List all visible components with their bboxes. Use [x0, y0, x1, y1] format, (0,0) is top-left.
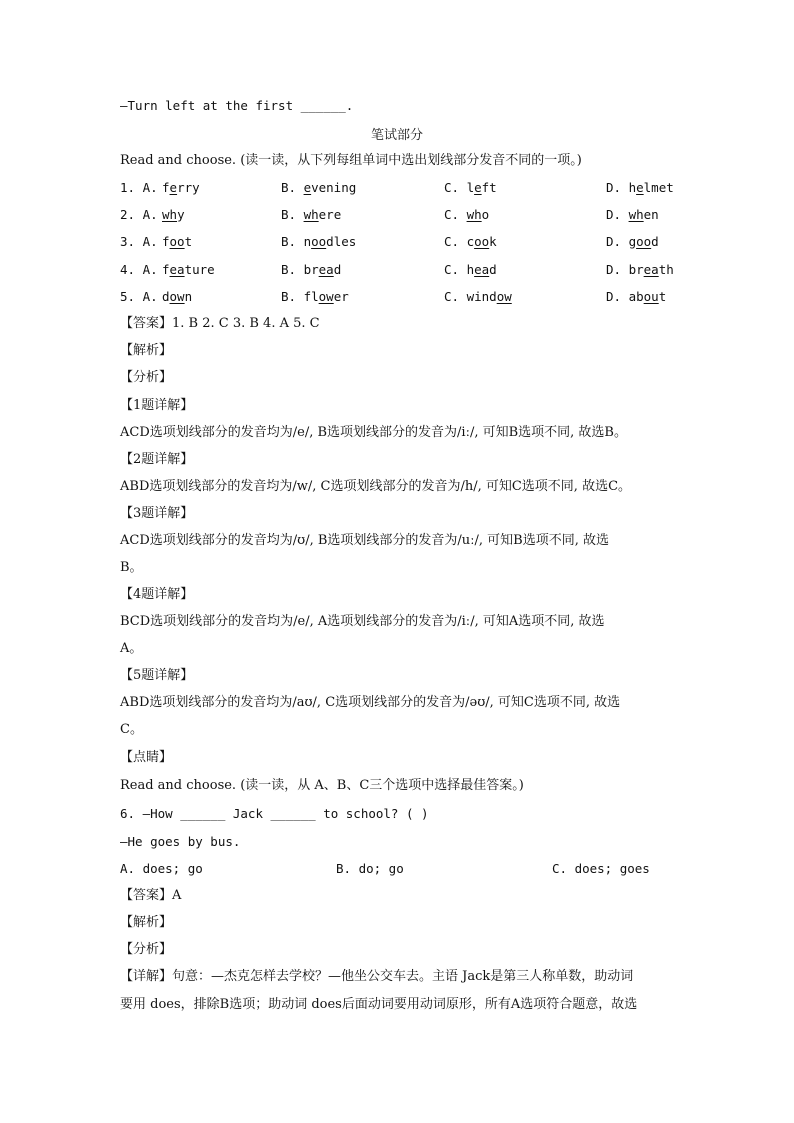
- analysis6-label: 【解析】: [120, 915, 173, 930]
- section2-instruction: Read and choose. (读一读，从 A、B、C三个选项中选择最佳答案。): [120, 778, 524, 793]
- detail-4-text: BCD选项划线部分的发音均为/e/, A选项划线部分的发音为/iː/, 可知A选项不同, 故选: [120, 614, 605, 629]
- question-number: 4. A.: [120, 262, 158, 277]
- option-word: down: [162, 289, 193, 304]
- option-word: C. left: [444, 180, 497, 195]
- option-word: C. who: [444, 207, 490, 222]
- detail-2-title: 【2题详解】: [120, 452, 194, 467]
- detail-3-text-cont: B。: [120, 560, 143, 575]
- section1-instruction: Read and choose. (读一读，从下列每组单词中选出划线部分发音不同的一项。): [120, 153, 582, 168]
- detail6-line2: 要用 does，排除B选项；助动词 does后面动词要用动词原形，所有A选项符合题意，故选: [120, 997, 638, 1012]
- question-number: 2. A.: [120, 207, 158, 222]
- detail6-line1: 【详解】句意：—杰克怎样去学校？—他坐公交车去。主语 Jack是第三人称单数，助动词: [120, 969, 634, 984]
- detail-5-text: ABD选项划线部分的发音均为/aʊ/, C选项划线部分的发音为/əʊ/, 可知C选项不同, 故选: [120, 695, 621, 710]
- detail-5-title: 【5题详解】: [120, 668, 194, 683]
- underlined-part: ea: [474, 262, 490, 277]
- fenxi6-label: 【分析】: [120, 942, 173, 957]
- underlined-part: ea: [643, 262, 659, 277]
- option-word: ferry: [162, 180, 200, 195]
- detail-5-text-cont: C。: [120, 722, 143, 737]
- detail-1-text: ACD选项划线部分的发音均为/e/, B选项划线部分的发音为/iː/, 可知B选项不同, 故选B。: [120, 425, 627, 440]
- question-number: 1. A.: [120, 180, 158, 195]
- detail-4-title: 【4题详解】: [120, 587, 194, 602]
- question-number: 3. A.: [120, 234, 158, 249]
- q6-option-a: A. does; go: [120, 861, 203, 876]
- option-word: B. evening: [281, 180, 357, 195]
- option-word: feature: [162, 262, 215, 277]
- option-word: D. helmet: [606, 180, 674, 195]
- option-word: C. window: [444, 289, 512, 304]
- option-word: B. bread: [281, 262, 342, 277]
- underlined-part: wh: [162, 207, 178, 222]
- underlined-part: wh: [303, 207, 319, 222]
- option-word: C. cook: [444, 234, 497, 249]
- option-word: B. flower: [281, 289, 349, 304]
- q6-option-c: C. does; goes: [552, 861, 650, 876]
- underlined-part: e: [303, 180, 312, 195]
- question-6-reply: —He goes by bus.: [120, 834, 241, 849]
- underlined-part: e: [169, 180, 178, 195]
- option-word: D. about: [606, 289, 667, 304]
- option-word: D. good: [606, 234, 659, 249]
- underlined-part: ea: [169, 262, 185, 277]
- answer-line: 【答案】1. B 2. C 3. B 4. A 5. C: [120, 316, 320, 331]
- underlined-part: ow: [318, 289, 334, 304]
- detail-1-title: 【1题详解】: [120, 398, 194, 413]
- answer6-line: 【答案】A: [120, 888, 182, 903]
- underlined-part: ou: [643, 289, 659, 304]
- underlined-part: oo: [311, 234, 327, 249]
- option-word: foot: [162, 234, 193, 249]
- underlined-part: wh: [628, 207, 644, 222]
- underlined-part: e: [474, 180, 482, 195]
- underlined-part: oo: [474, 234, 490, 249]
- underlined-part: ow: [169, 289, 185, 304]
- dianjing-label: 【点睛】: [120, 750, 173, 765]
- detail-3-title: 【3题详解】: [120, 506, 194, 521]
- fenxi-label: 【分析】: [120, 370, 173, 385]
- option-word: B. noodles: [281, 234, 357, 249]
- question-number: 5. A.: [120, 289, 158, 304]
- underlined-part: oo: [636, 234, 652, 249]
- option-word: D. breath: [606, 262, 674, 277]
- detail-3-text: ACD选项划线部分的发音均为/ʊ/, B选项划线部分的发音为/uː/, 可知B选项不同, 故选: [120, 533, 609, 548]
- analysis-label: 【解析】: [120, 343, 173, 358]
- section-title: 笔试部分: [370, 128, 423, 143]
- detail-4-text-cont: A。: [120, 641, 143, 656]
- underlined-part: ow: [496, 289, 512, 304]
- underlined-part: wh: [466, 207, 482, 222]
- underlined-part: ea: [318, 262, 334, 277]
- q6-option-b: B. do; go: [336, 861, 404, 876]
- top-line: —Turn left at the first ______.: [120, 98, 354, 113]
- option-word: B. where: [281, 207, 342, 222]
- question-6: 6. —How ______ Jack ______ to school? ( ): [120, 806, 429, 821]
- underlined-part: e: [636, 180, 644, 195]
- option-word: C. head: [444, 262, 497, 277]
- detail-2-text: ABD选项划线部分的发音均为/w/, C选项划线部分的发音为/h/, 可知C选项不同, 故选C。: [120, 479, 632, 494]
- option-word: D. when: [606, 207, 659, 222]
- option-word: why: [162, 207, 185, 222]
- underlined-part: oo: [169, 234, 185, 249]
